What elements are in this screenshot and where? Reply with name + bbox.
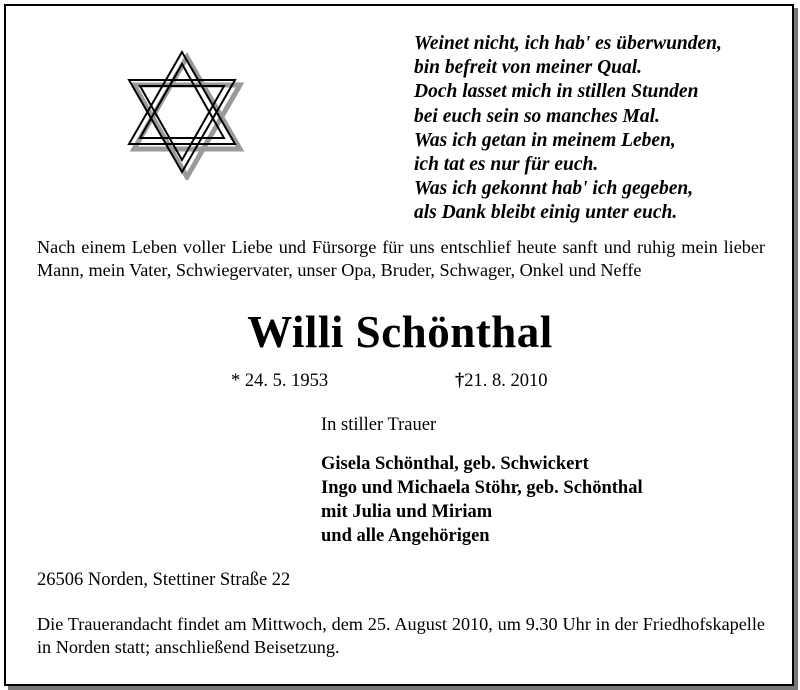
family-member: mit Julia und Miriam <box>321 502 493 522</box>
address: 26506 Norden, Stettiner Straße 22 <box>37 570 291 590</box>
poem-line: Doch lasset mich in stillen Stunden <box>414 81 699 103</box>
family-member: und alle Angehörigen <box>321 526 490 546</box>
family-member: Gisela Schönthal, geb. Schwickert <box>321 454 589 474</box>
poem-line: bin befreit von meiner Qual. <box>414 57 643 79</box>
intro-text: Nach einem Leben voller Liebe und Fürsorge für uns entschlief heute sanft und ruhig mein lieber Mann, mein Vater, Schwiegervater, unser Opa, Bruder, Schwager, Onkel und Neffe <box>37 237 765 280</box>
service-info: Die Trauerandacht findet am Mittwoch, dem 25. August 2010, um 9.30 Uhr in der Friedhofskapelle in Norden statt; anschließend Beisetzung. <box>37 614 765 657</box>
birth-date: * 24. 5. 1953 <box>231 371 329 391</box>
poem-line: als Dank bleibt einig unter euch. <box>414 202 678 224</box>
family-member: Ingo und Michaela Stöhr, geb. Schönthal <box>321 478 643 498</box>
poem-line: Weinet nicht, ich hab' es überwunden, <box>414 33 722 54</box>
death-date-block <box>455 371 548 392</box>
poem <box>414 32 784 226</box>
family-list <box>321 452 643 548</box>
poem-line: Was ich gekonnt hab' ich gegeben, <box>414 178 694 200</box>
poem-line: ich tat es nur für euch. <box>414 154 599 176</box>
deceased-name: Willi Schönthal <box>247 307 553 357</box>
mourning-line: In stiller Trauer <box>321 415 437 435</box>
star-of-david-icon <box>122 50 252 180</box>
cross-icon: † <box>455 371 465 391</box>
death-date: 21. 8. 2010 <box>464 371 548 391</box>
poem-line: Was ich getan in meinem Leben, <box>414 129 676 151</box>
poem-line: bei euch sein so manches Mal. <box>414 105 660 127</box>
